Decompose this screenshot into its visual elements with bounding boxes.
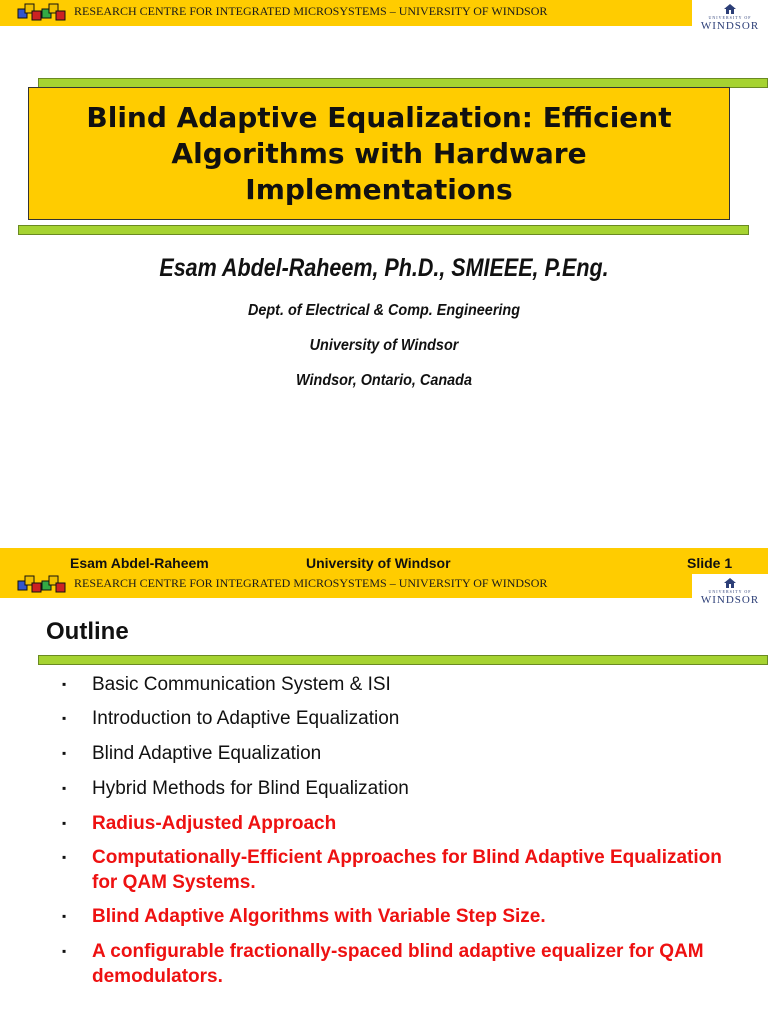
list-item-text: Computationally-Efficient Approaches for Blind Adaptive Equalization for QAM Systems. [92,847,722,893]
logo-small-text: UNIVERSITY OF [708,589,752,594]
bullet-icon: ▪ [62,711,67,725]
list-item [60,672,740,697]
bullet-icon: ▪ [62,746,67,760]
header-banner [0,572,768,598]
slide-title: Blind Adaptive Equalization: Efficient Algorithms with Hardware Implementations [86,100,672,206]
university-logo [692,574,768,612]
list-item [60,706,740,731]
outline-list [60,672,740,989]
bottom-accent-bar [18,225,749,235]
university-logo [692,0,768,38]
list-item-text: Basic Communication System & ISI [92,674,391,695]
header-banner [0,0,768,26]
list-item-text: Introduction to Adaptive Equalization [92,708,400,729]
logo-small-text: UNIVERSITY OF [708,15,752,20]
logo-big-text: WINDSOR [700,20,760,32]
list-item [60,741,740,766]
author-name: Esam Abdel-Raheem, Ph.D., SMIEEE, P.Eng. [159,254,609,282]
outline-slide [0,512,768,1024]
bullet-icon: ▪ [62,944,67,958]
bullet-icon: ▪ [62,816,67,830]
logo-big-text: WINDSOR [700,594,760,606]
list-item [60,845,740,895]
list-item-text: Blind Adaptive Algorithms with Variable Step Size. [92,906,546,927]
banner-text: RESEARCH CENTRE FOR INTEGRATED MICROSYSTEMS – UNIVERSITY OF WINDSOR [74,4,548,18]
footer-author: Esam Abdel-Raheem [70,555,209,571]
list-item-text: Hybrid Methods for Blind Equalization [92,778,409,799]
banner-text: RESEARCH CENTRE FOR INTEGRATED MICROSYSTEMS – UNIVERSITY OF WINDSOR [74,576,548,590]
rcim-logo-icon [17,575,67,595]
list-item-text: Blind Adaptive Equalization [92,743,322,764]
list-item-text: Radius-Adjusted Approach [92,813,337,834]
footer-university: University of Windsor [306,555,451,571]
outline-accent-bar [38,655,768,665]
bullet-icon: ▪ [62,677,67,691]
footer-slide-number: Slide 1 [687,555,733,571]
affiliation-location: Windsor, Ontario, Canada [296,372,472,389]
rcim-logo-icon [17,3,67,23]
list-item-text: A configurable fractionally-spaced blind adaptive equalizer for QAM demodulators. [92,941,704,987]
affiliation-dept: Dept. of Electrical & Comp. Engineering [247,302,521,319]
list-item [60,776,740,801]
list-item [60,904,740,929]
list-item [60,811,740,836]
list-item [60,939,740,989]
bullet-icon: ▪ [62,909,67,923]
bullet-icon: ▪ [62,850,67,864]
title-box [28,87,730,220]
bullet-icon: ▪ [62,781,67,795]
affiliation-university: University of Windsor [309,337,459,354]
tower-icon [723,577,737,589]
tower-icon [723,3,737,15]
outline-title: Outline [46,618,129,645]
